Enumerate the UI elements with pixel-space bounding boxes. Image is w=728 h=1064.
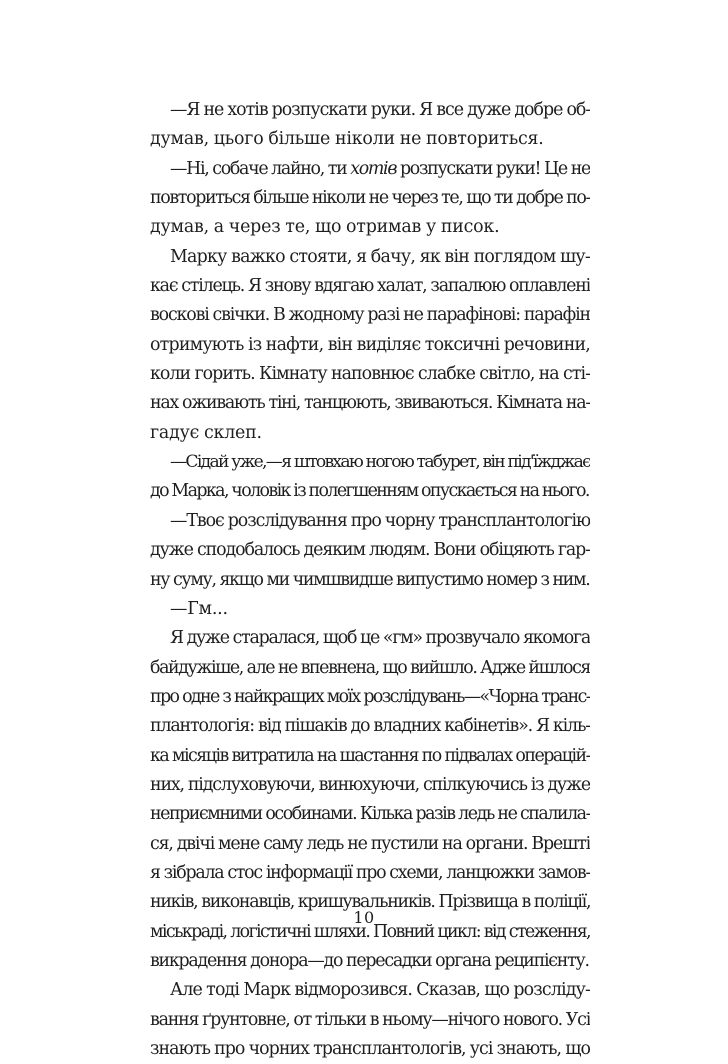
text-line: [150, 683, 590, 712]
text-line: [150, 1035, 590, 1064]
text-segment: до Марка, чоловік із полегшенням опускається на нього.: [150, 481, 589, 502]
text-segment: нах оживають тіні, танцюють, звиваються. Кімната на-: [150, 393, 590, 414]
text-segment: воскові свічки. В жодному разі не парафінові: парафін: [150, 305, 590, 326]
text-segment: коли горить. Кімнату наповнює слабке світло, на сті-: [150, 364, 590, 385]
text-segment: знають про чорних трансплантологів, усі знають, що: [150, 1039, 590, 1059]
text-segment: міськраді, логістичні шляхи. Повний цикл: від стеження,: [150, 921, 590, 942]
text-segment: гадує склеп.: [150, 422, 262, 443]
text-line: [150, 96, 590, 125]
text-line: [150, 243, 590, 272]
text-segment: Я дуже старалася, щоб це «гм» прозвучало якомога: [170, 628, 590, 649]
text-line: [150, 859, 590, 888]
text-line: [150, 301, 590, 330]
text-line: [150, 712, 590, 741]
text-line: [150, 184, 590, 213]
text-segment: думав, цього більше ніколи не повториться.: [150, 129, 544, 150]
text-line: [150, 272, 590, 301]
text-segment: плантологія: від пішаків до владних кабінетів». Я кіль-: [150, 716, 590, 737]
text-line: [150, 654, 590, 683]
text-line: [150, 624, 590, 653]
text-line: [150, 830, 590, 859]
text-segment: —Гм...: [170, 598, 228, 619]
text-segment: я зібрала стос інформації про схеми, ланцюжки замов-: [150, 862, 590, 883]
text-segment: дуже сподобалось деяким людям. Вони обіцяють гар-: [150, 540, 590, 561]
text-segment: —Твоє розслідування про чорну трансплантологію: [170, 510, 590, 531]
text-segment: кає стілець. Я знову вдягаю халат, запалюю оплавлені: [150, 276, 590, 297]
text-line: [150, 771, 590, 800]
text-segment: них, підслуховуючи, винюхуючи, спілкуючись із дуже: [150, 774, 590, 795]
text-segment: ну суму, якщо ми чимшвидше випустимо номер з ним.: [150, 569, 590, 590]
text-line: [150, 566, 590, 595]
text-segment: ників, виконавців, кришувальників. Прізвища в поліції,: [150, 892, 590, 913]
text-line: [150, 155, 590, 184]
text-segment: —Ні, собаче лайно, ти: [170, 158, 351, 179]
text-segment: Марку важко стояти, я бачу, як він поглядом шу-: [170, 246, 590, 267]
text-line: [150, 947, 590, 976]
text-line: [150, 448, 590, 477]
text-line: [150, 125, 590, 154]
text-line: [150, 507, 590, 536]
text-line: [150, 213, 590, 242]
text-line: [150, 331, 590, 360]
text-line: [150, 477, 590, 506]
text-line: [150, 595, 590, 624]
text-segment: про одне з найкращих моїх розслідувань—«Чорна транс-: [150, 686, 590, 707]
text-segment: Але тоді Марк відморозився. Сказав, що розсліду-: [170, 980, 590, 1001]
text-line: [150, 536, 590, 565]
text-line: [150, 419, 590, 448]
text-segment: повториться більше ніколи не через те, що ти добре по-: [150, 188, 590, 209]
page-number: 10: [353, 908, 375, 927]
text-segment: неприємними особинами. Кілька разів ледь не спалила-: [150, 804, 590, 825]
text-segment: думав, а через те, що отримав у писок.: [150, 217, 500, 238]
text-segment: —Я не хотів розпускати руки. Я все дуже добре об-: [170, 100, 590, 120]
text-line: [150, 976, 590, 1005]
text-line: [150, 800, 590, 829]
text-line: [150, 360, 590, 389]
text-segment: ка місяців витратила на шастання по підвалах операцій-: [150, 745, 590, 766]
text-segment: байдужіше, але не впевнена, що вийшло. Адже йшлося: [150, 657, 590, 678]
text-line: [150, 1006, 590, 1035]
emphasis-text: хотів: [350, 158, 397, 179]
text-segment: розпускати руки! Це не: [396, 158, 590, 179]
text-segment: ся, двічі мене саму ледь не пустили на органи. Врешті: [150, 833, 590, 854]
text-segment: отримують із нафти, він виділяє токсичні речовини,: [150, 334, 590, 355]
text-line: [150, 742, 590, 771]
text-segment: —Сідай уже,—я штовхаю ногою табурет, він під'їжджає: [170, 452, 590, 473]
text-line: [150, 389, 590, 418]
text-segment: вання ґрунтовне, от тільки в ньому—нічого нового. Усі: [150, 1009, 590, 1030]
text-segment: викрадення донора—до пересадки органа реципієнту.: [150, 950, 589, 971]
